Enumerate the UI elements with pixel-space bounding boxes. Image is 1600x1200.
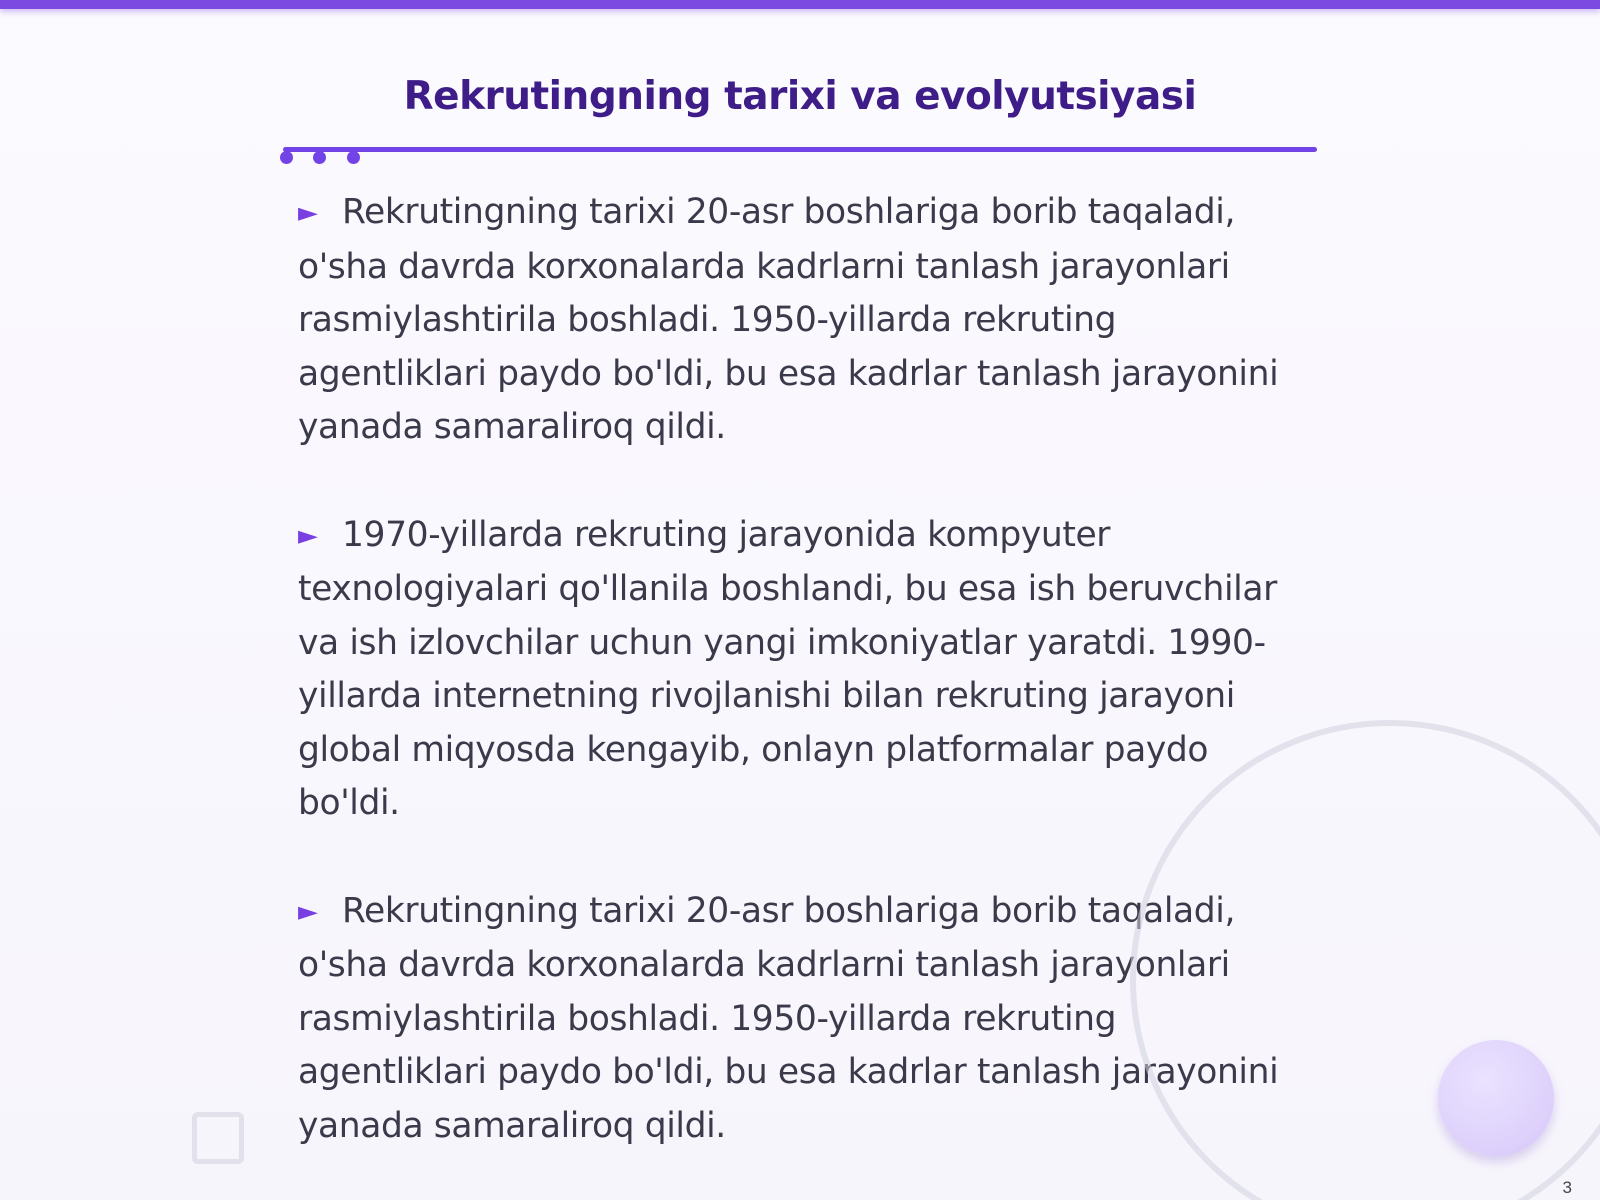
decorative-dot: [347, 151, 360, 164]
decorative-dot: [280, 151, 293, 164]
decorative-square: [192, 1112, 244, 1164]
bullet-item: [298, 509, 1308, 831]
play-triangle-icon: ►: [298, 896, 318, 927]
bullet-text: Rekrutingning tarixi 20-asr boshlariga borib taqaladi, o'sha davrda korxonalarda kadrlarni tanlash jarayonlari rasmiylashtirila boshladi. 1950-yillarda rekruting agentliklari paydo bo'ldi, bu esa kadrlar tanlash jarayonini yanada samaraliroq qildi.: [298, 890, 1279, 1146]
title-underline: [283, 147, 1317, 152]
bullet-text: 1970-yillarda rekruting jarayonida kompyuter texnologiyalari qo'llanila boshlandi, bu esa ish beruvchilar va ish izlovchilar uchun yangi imkoniyatlar yaratdi. 1990-yillarda internetning rivojlanishi bilan rekruting jarayoni global miqyosda kengayib, onlayn platformalar paydo bo'ldi.: [298, 514, 1277, 823]
slide-title: Rekrutingning tarixi va evolyutsiyasi: [403, 74, 1197, 119]
bullet-item: [298, 186, 1308, 455]
top-accent-bar: [0, 0, 1600, 9]
decorative-circle: [1438, 1040, 1554, 1156]
play-triangle-icon: ►: [298, 198, 318, 228]
bullet-text: Rekrutingning tarixi 20-asr boshlariga borib taqaladi, o'sha davrda korxonalarda kadrlarni tanlash jarayonlari rasmiylashtirila boshladi. 1950-yillarda rekruting agentliklari paydo bo'ldi, bu esa kadrlar tanlash jarayonini yanada samaraliroq qildi.: [298, 192, 1279, 447]
play-triangle-icon: ►: [298, 520, 318, 551]
decorative-dot: [313, 151, 326, 164]
page-number: 3: [1562, 1178, 1572, 1197]
